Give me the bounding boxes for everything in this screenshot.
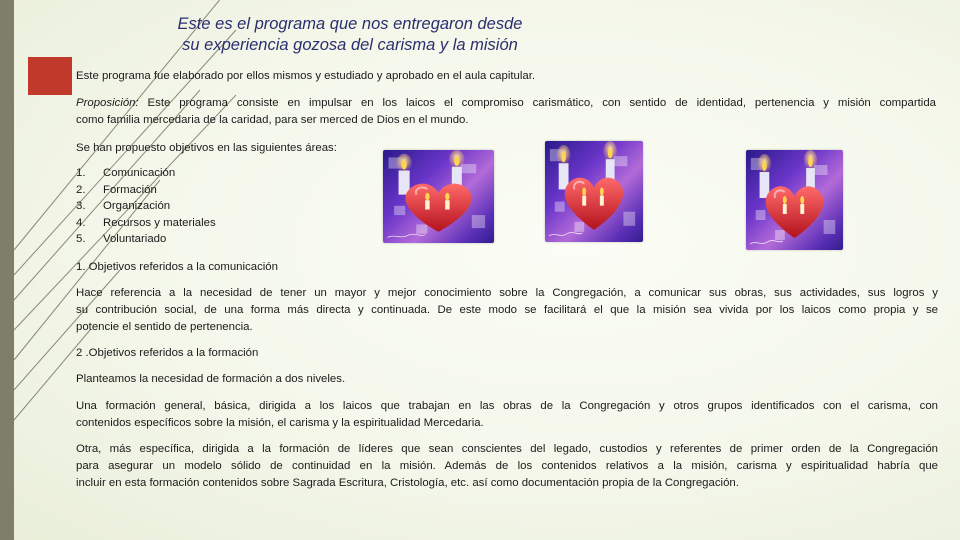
accent-tab <box>28 57 72 95</box>
candle-icon <box>557 145 571 189</box>
small-candle-icon <box>582 187 586 205</box>
area-label: Comunicación <box>103 167 176 179</box>
title-line-1: Este es el programa que nos entregaron desde <box>177 15 523 33</box>
small-candle-icon <box>800 196 804 214</box>
small-candle-icon <box>783 196 787 214</box>
section2-specific-paragraph <box>76 441 938 492</box>
area-label: Voluntariado <box>103 233 167 246</box>
candle-icon <box>396 154 412 195</box>
section1-body <box>76 285 938 336</box>
section2-specific-line3: incluir en esta formación contenidos sobre Sagrada Escritura, Cristología, etc. así como documentación propia de la Congregación. <box>76 477 739 489</box>
section2-specific-line2: para asegurar un modelo sólido de continuidad en la misión. Además de los contenidos relativos a la misión, carisma y espiritualidad habría que <box>76 460 938 472</box>
area-list-item <box>76 165 216 182</box>
section2-general-paragraph <box>76 398 938 432</box>
proposicion-text-line2: como familia mercedaria de la caridad, para ser merced de Dios en el mundo. <box>76 114 469 126</box>
section2-heading: 2 .Objetivos referidos a la formación <box>76 347 259 359</box>
candle-icon <box>758 154 772 198</box>
section1-heading: 1. Objetivos referidos a la comunicación <box>76 261 278 273</box>
section2-general-line1: Una formación general, básica, dirigida a los laicos que trabajan en las obras de la Congregación y otros grupos identificados con el carisma, con <box>76 400 938 412</box>
proposicion-text-line1: Este programa consiste en impulsar en los laicos el compromiso carismático, con sentido de identidad, pertenencia y misión compartida <box>138 97 936 109</box>
small-candle-icon <box>445 193 449 210</box>
section2-specific-line1: Otra, más específica, dirigida a la formación de líderes que sean conscientes del legado, custodios y referentes de primer orden de la Congregación <box>76 443 938 455</box>
area-list-item <box>76 215 216 232</box>
area-label: Recursos y materiales <box>103 216 216 229</box>
title-line-2: su experiencia gozosa del carisma y la misión <box>182 36 518 54</box>
area-number: 5. <box>76 233 86 246</box>
slide-title <box>120 14 580 56</box>
area-number: 1. <box>76 167 86 179</box>
candles-hearts-image <box>746 150 843 250</box>
area-list-item <box>76 231 216 248</box>
candles-hearts-image <box>545 141 643 242</box>
section1-body-line2: su contribución social, de una forma más directa y continuada. De este modo se facilitará el que la misión sea vivida por los laicos como propia y se <box>76 304 938 316</box>
section1-body-line3: potencie el sentido de pertenencia. <box>76 321 253 333</box>
small-candle-icon <box>600 187 604 205</box>
area-number: 2. <box>76 183 86 196</box>
area-list-item <box>76 198 216 215</box>
intro-text: Este programa fue elaborado por ellos mismos y estudiado y aprobado en el aula capitular. <box>76 70 536 82</box>
section1-body-line1: Hace referencia a la necesidad de tener un mayor y mejor conocimiento sobre la Congregación, a comunicar sus obras, sus actividades, sus logros y <box>76 287 938 299</box>
proposicion-label: Proposición: <box>76 97 139 109</box>
area-label: Formación <box>103 183 157 196</box>
candles-hearts-image <box>383 150 494 243</box>
area-label: Organización <box>103 200 171 213</box>
proposicion-paragraph <box>76 95 936 129</box>
area-number: 4. <box>76 216 86 229</box>
section2-general-line2: contenidos específicos sobre la misión, el carisma y la espiritualidad Mercedaria. <box>76 417 484 429</box>
areas-heading: Se han propuesto objetivos en las siguientes áreas: <box>76 142 337 154</box>
areas-list <box>76 165 216 248</box>
area-list-item <box>76 182 216 199</box>
area-number: 3. <box>76 200 86 213</box>
section2-intro: Planteamos la necesidad de formación a dos niveles. <box>76 373 346 385</box>
small-candle-icon <box>425 193 429 210</box>
